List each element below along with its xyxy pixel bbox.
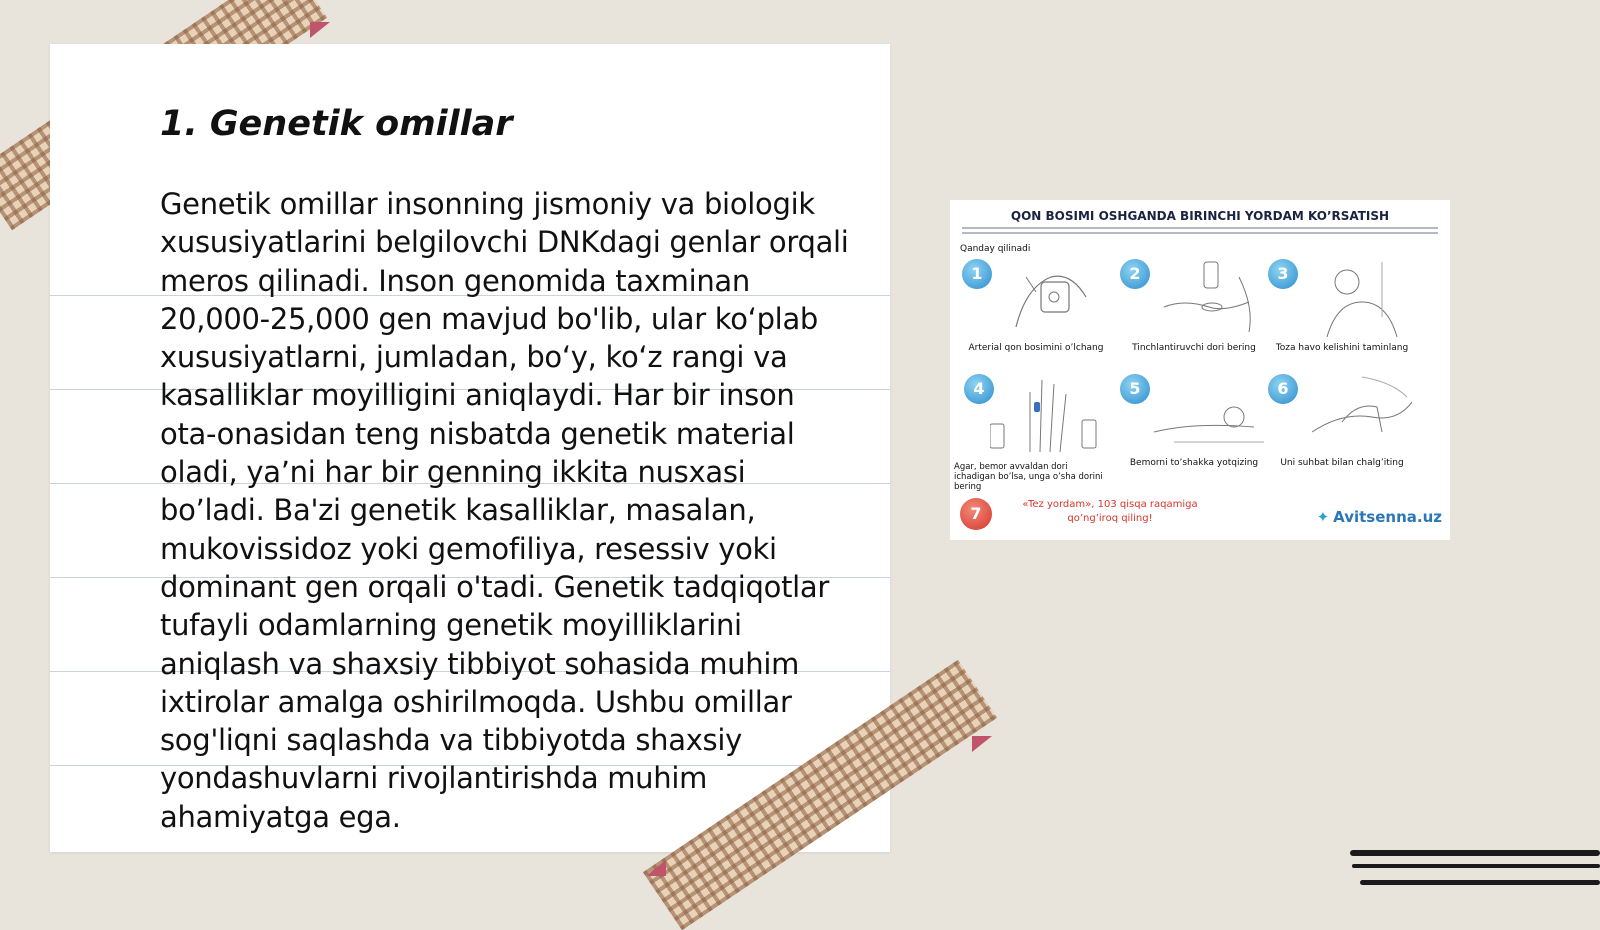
poster-subtitle-lines [962, 227, 1438, 239]
emergency-call-text: «Tez yordam», 103 qisqa raqamiga qo’ng’iroq qiling! [1022, 499, 1198, 524]
step-number-badge: 2 [1120, 259, 1150, 289]
lying-patient-icon [1154, 372, 1264, 452]
step-caption: Agar, bemor avvaldan dori ichadigan bo’lsa, unga o’sha dorini bering [954, 462, 1103, 492]
decorative-brush-stroke [1360, 880, 1600, 885]
step-number-badge: 6 [1268, 374, 1298, 404]
step-caption: Bemorni to’shakka yotqizing [1129, 458, 1259, 468]
poster-step-4 [954, 370, 1106, 492]
step-caption: Arterial qon bosimini o’lchang [968, 343, 1104, 353]
fresh-air-person-icon [1302, 257, 1412, 337]
pill-hand-icon [990, 372, 1100, 452]
medicine-spoon-icon [1154, 257, 1264, 337]
step-number-badge: 4 [964, 374, 994, 404]
slide-body-text: Genetik omillar insonning jismoniy va biologik xususiyatlarini belgilovchi DNKdagi genlar orqali meros qilinadi. Inson genomida taxminan 20,000-25,000 gen mavjud bo'lib, ular ko‘plab xususiyatlarni, jumladan, bo‘y, ko‘z rangi va kasalliklar moyilligini aniqlaydi. Har bir inson ota-onasidan teng nisbatda genetik material oladi, ya’ni har bir genning ikkita nusxasi bo’ladi. Ba'zi genetik kasalliklar, masalan, mukovissidoz yoki gemofiliya, resessiv yoki dominant gen orqali o'tadi. Genetik tadqiqotlar tufayli odamlarning genetik moyilliklarini aniqlash va shaxsiy tibbiyot sohasida muhim ixtirolar amalga oshirilmoqda. Ushbu omillar sog'liqni saqlashda va tibbiyotda shaxsiy yondashuvlarni rivojlantirishda muhim ahamiyatga ega. [160, 187, 849, 834]
conversation-hands-icon [1302, 372, 1412, 452]
step-number-badge: 1 [962, 259, 992, 289]
tape-corner-decoration [646, 860, 666, 876]
step-number-badge: 3 [1268, 259, 1298, 289]
poster-step-5 [1118, 370, 1270, 475]
tape-corner-decoration [972, 736, 992, 752]
poster-step-1 [960, 255, 1112, 360]
brand-name: Avitsenna.uz [1333, 508, 1442, 526]
step-caption: Toza havo kelishini taminlang [1275, 343, 1409, 353]
emergency-number-badge: 7 [960, 498, 992, 530]
step-caption: Uni suhbat bilan chalg’iting [1280, 458, 1404, 468]
slide-title: 1. Genetik omillar [160, 104, 513, 144]
decorative-brush-stroke [1350, 850, 1600, 856]
poster-brand [1317, 508, 1442, 526]
poster-step-2 [1118, 255, 1270, 360]
step-caption: Tinchlantiruvchi dori bering [1132, 343, 1256, 353]
poster-step-3 [1266, 255, 1418, 360]
first-aid-poster-image [950, 200, 1450, 540]
decorative-brush-stroke [1352, 864, 1600, 868]
tape-corner-decoration [310, 22, 330, 38]
poster-section-label: Qanday qilinadi [960, 244, 1031, 254]
runner-logo-icon: ✦ [1316, 508, 1330, 526]
blood-pressure-cuff-icon [996, 257, 1106, 337]
step-number-badge: 5 [1120, 374, 1150, 404]
poster-step-6 [1266, 370, 1418, 475]
poster-title: QON BOSIMI OSHGANDA BIRINCHI YORDAM KO’RSATISH [1010, 209, 1390, 223]
